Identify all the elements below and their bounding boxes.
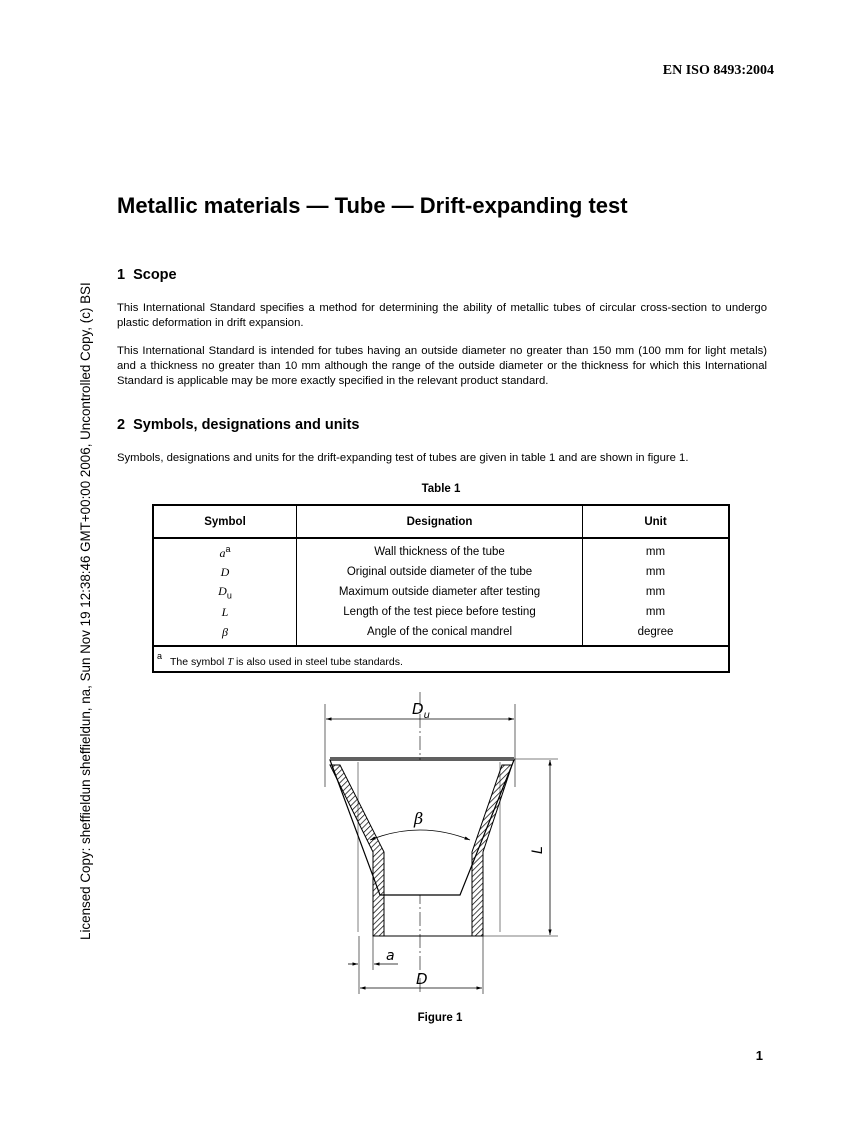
footnote-text-before: The symbol xyxy=(170,655,228,668)
symbols-table xyxy=(152,504,730,673)
symbol-cell: β xyxy=(153,622,297,646)
symbol-a: a xyxy=(219,545,226,560)
header-unit: Unit xyxy=(583,505,730,538)
table-footnote-row xyxy=(153,646,729,672)
footnote-mark: a xyxy=(225,543,231,554)
table-row xyxy=(153,602,729,622)
footnote-text-after: is also used in steel tube standards. xyxy=(233,655,403,668)
designation-cell: Angle of the conical mandrel xyxy=(297,622,583,646)
drift-expanding-figure xyxy=(300,692,570,1002)
header-symbol: Symbol xyxy=(153,505,297,538)
section-2-heading xyxy=(117,417,359,433)
symbol-d: D xyxy=(218,583,227,598)
a-label: a xyxy=(386,948,395,964)
symbol-cell xyxy=(153,538,297,562)
figure-caption: Figure 1 xyxy=(417,1012,463,1024)
unit-cell: mm xyxy=(583,602,730,622)
beta-label: β xyxy=(414,809,424,828)
unit-cell: mm xyxy=(583,538,730,562)
table-row xyxy=(153,582,729,602)
table-header-row xyxy=(153,505,729,538)
page-number: 1 xyxy=(755,1048,763,1063)
d-label: D xyxy=(416,970,428,988)
symbol-cell: D xyxy=(153,562,297,582)
table-footnote xyxy=(153,646,729,672)
designation-cell: Original outside diameter of the tube xyxy=(297,562,583,582)
section-1-title: Scope xyxy=(133,267,177,283)
table-row xyxy=(153,562,729,582)
scope-paragraph-1: This International Standard specifies a method for determining the ability of metallic tubes of circular cross-section to undergo plastic deformation in drift expansion. xyxy=(117,302,767,329)
table-caption: Table 1 xyxy=(421,483,461,495)
table-row xyxy=(153,538,729,562)
scope-paragraph-2: This International Standard is intended for tubes having an outside diameter no greater than 150 mm (100 mm for light metals) and a thickness no greater than 10 mm although the range of the outside diameter or the thickness for which this International Standard is applicable may be more exactly specified in the relevant product standard. xyxy=(117,345,767,387)
standard-reference: EN ISO 8493:2004 xyxy=(662,63,774,78)
symbol-cell xyxy=(153,582,297,602)
designation-cell: Length of the test piece before testing xyxy=(297,602,583,622)
footnote-marker: a xyxy=(157,650,163,661)
subscript-u: u xyxy=(226,590,232,601)
unit-cell: mm xyxy=(583,562,730,582)
section-1-number: 1 xyxy=(117,267,126,283)
l-label: L xyxy=(530,846,546,854)
section-1-heading xyxy=(117,267,177,283)
header-designation: Designation xyxy=(297,505,583,538)
unit-cell: degree xyxy=(583,622,730,646)
du-label: $D_u$ xyxy=(412,700,430,721)
footnote-symbol: T xyxy=(227,656,234,668)
designation-cell: Wall thickness of the tube xyxy=(297,538,583,562)
license-watermark: Licensed Copy: sheffieldun sheffieldun, na, Sun Nov 19 12:38:46 GMT+00:00 2006, Uncontrolled Copy, (c) BSI xyxy=(78,282,93,940)
designation-cell: Maximum outside diameter after testing xyxy=(297,582,583,602)
section-2-number: 2 xyxy=(117,417,126,433)
section-2-title: Symbols, designations and units xyxy=(133,417,360,433)
page-title: Metallic materials — Tube — Drift-expanding test xyxy=(117,193,628,218)
symbol-cell: L xyxy=(153,602,297,622)
table-row xyxy=(153,622,729,646)
unit-cell: mm xyxy=(583,582,730,602)
symbols-paragraph: Symbols, designations and units for the drift-expanding test of tubes are given in table 1 and are shown in figure 1. xyxy=(117,452,689,464)
